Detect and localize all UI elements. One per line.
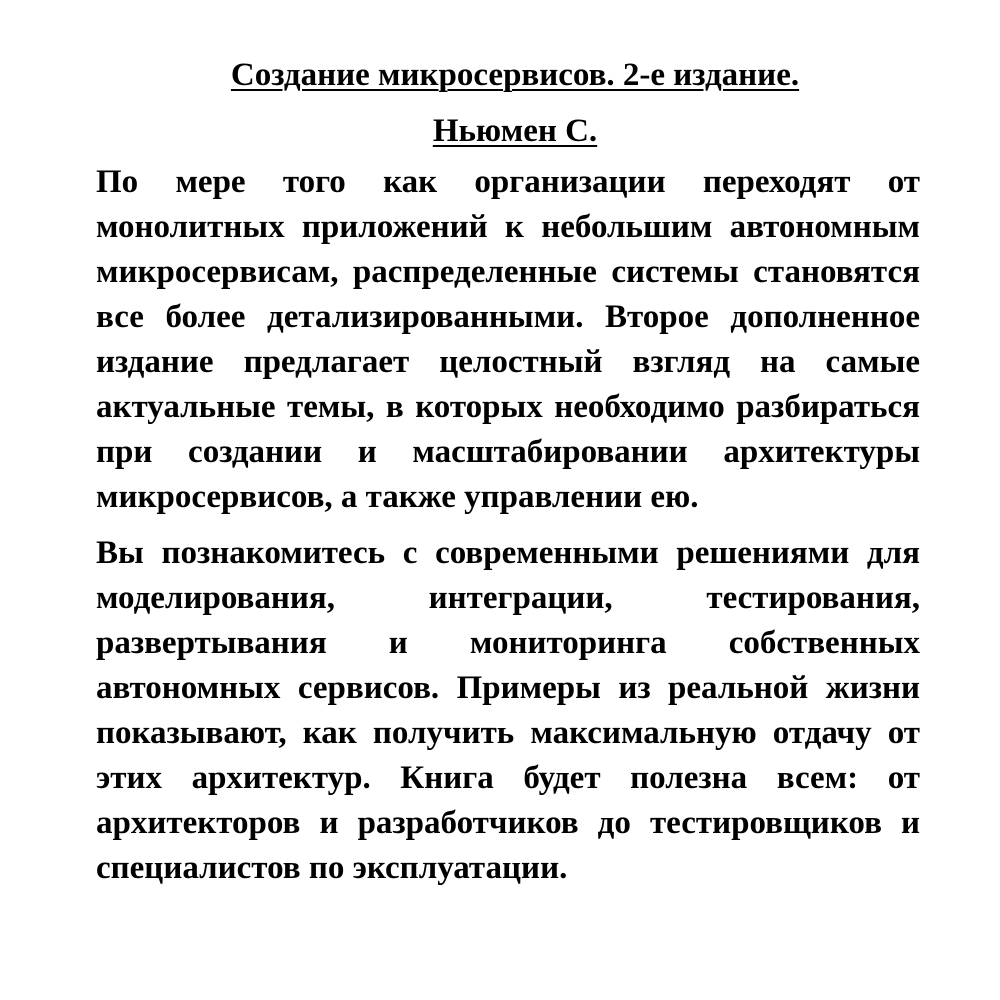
book-author: Ньюмен С. [432, 113, 598, 149]
book-title: Создание микросервисов. 2-е издание. [230, 57, 800, 93]
description-paragraph-2: Вы познакомитесь с современными решениями для моделирования, интеграции, тестирования, развертывания и мониторинга собственных автономных сервисов. Примеры из реальной жизни показывают, как получить максимальную отдачу от этих архитектур. Книга будет полезна всем: от архитекторов и разработчиков до тестировщиков и специалистов по эксплуатации. [96, 535, 920, 886]
description-paragraph-1: По мере того как организации переходят от монолитных приложений к небольшим автономным микросервисам, распределенные системы становятся все более детализированными. Второе дополненное издание предлагает целостный взгляд на самые актуальные темы, в которых необходимо разбираться при создании и масштабировании архитектуры микросервисов, а также управлении ею. [96, 164, 920, 515]
